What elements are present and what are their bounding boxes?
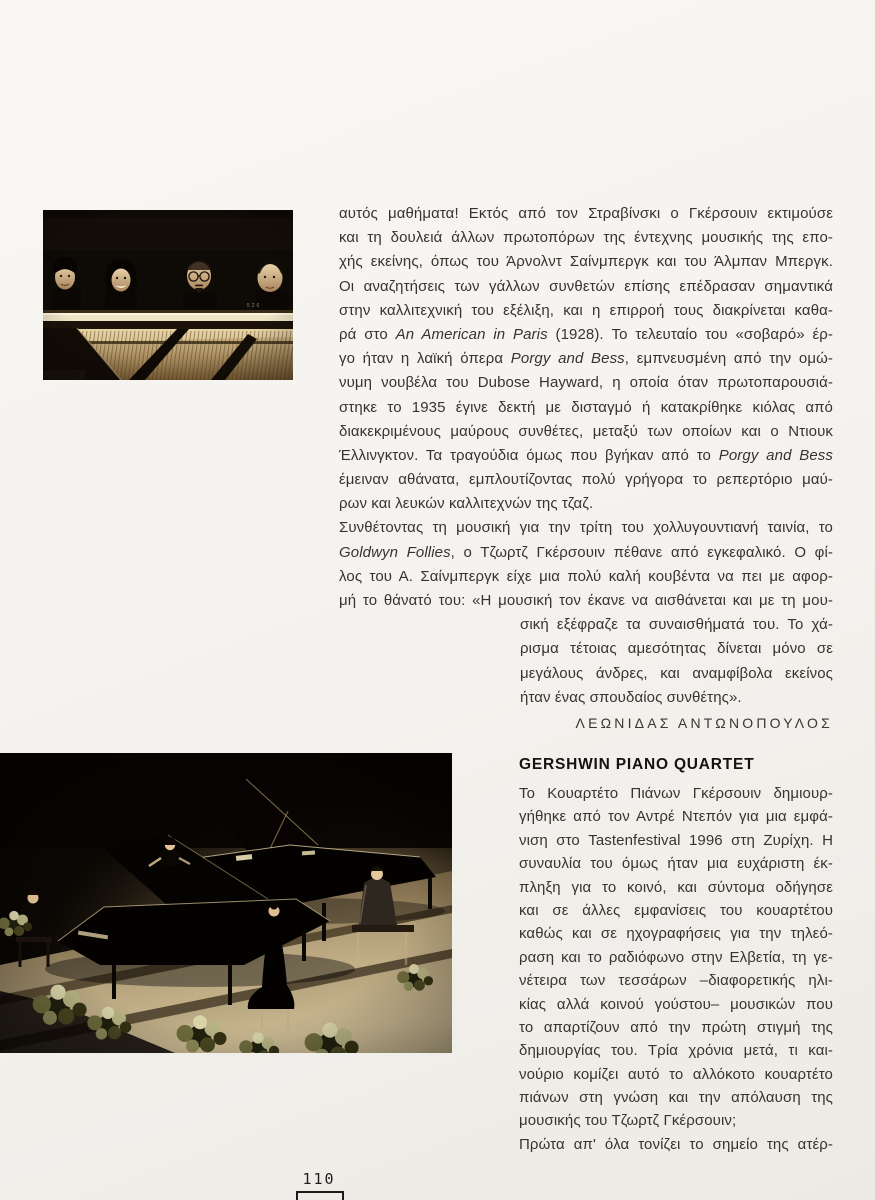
- text-line: Συνθέτοντας τη μουσική για την τρίτη του χολλυγουντιανή ταινία, το: [339, 519, 833, 537]
- page-number-box: [296, 1191, 344, 1200]
- text-line: ραση και το ραδιόφωνο στην Ελβετία, τη γε-: [519, 948, 833, 966]
- page-footer: [296, 1170, 342, 1188]
- photo-concert-stage: [0, 753, 452, 1053]
- text-line: πιάνων στη γνώση και την απόλαυση της: [519, 1089, 833, 1107]
- text-line: διακεκριμένους μαύρους συνθέτες, μεταξύ των οποίων και ο Ντιουκ: [339, 422, 833, 440]
- text-line: στην καλλιτεχνική του εξέλιξη, και η επιρροή τους διακρίνεται καθα-: [339, 301, 833, 319]
- text-line: κίας αλλά κοινού γούστου– μουσικών που: [519, 995, 833, 1013]
- text-line: αυτός μαθήματα! Εκτός από τον Στραβίνσκι ο Γκέρσουιν εκτιμούσε: [339, 205, 833, 222]
- text-line: πληξη για το κοινό, και σύντομα οδήγησε: [519, 878, 833, 896]
- quartet-portrait-illustration: [43, 210, 293, 380]
- paragraph-quote-continued: [520, 613, 833, 710]
- text-line: Πρώτα απ' όλα τονίζει το σημείο της ατέρ-: [519, 1135, 833, 1153]
- text-line: ρισμα τέτοιας αμεσότητας δίνεται μόνο σε: [520, 640, 833, 658]
- article-main-column: [339, 202, 833, 735]
- section-heading: GERSHWIN PIANO QUARTET: [519, 756, 755, 773]
- text-line: μουσικής του Τζωρτζ Γκέρσουιν;: [519, 1112, 737, 1130]
- text-line: δημιουργίας του. Τρία χρόνια μετά, τι και-: [519, 1042, 833, 1060]
- text-line: λος του Α. Σαίνμπεργκ είχε μια πολύ καλή κουβέντα να πει με αφορ-: [339, 567, 833, 585]
- text-line: Goldwyn Follies, ο Τζωρτζ Γκέρσουιν πέθανε από εγκεφαλικό. Ο φί-: [339, 543, 833, 561]
- text-line: νυμη νουβέλα του Dubose Hayward, η οποία όταν πρωτοπαρουσιά-: [339, 374, 833, 392]
- text-line: το απαρτίζουν από την πρώτη στιγμή της: [519, 1018, 833, 1036]
- page-number: 110: [302, 1170, 336, 1188]
- text-line: στηκε το 1935 έγινε δεκτή με δισταγμό ή κατακρίθηκε κιόλας από: [339, 398, 833, 416]
- text-line: σική εξέφραζε τα συναισθήματά του. Το χά-: [520, 616, 833, 634]
- text-line: και τη δουλειά άλλων πρωτοπόρων της έντεχνης μουσικής της επο-: [339, 229, 833, 247]
- text-line: γήθηκε από τον Αντρέ Ντεπόν για μια εμφά-: [519, 808, 833, 826]
- text-line: συναυλία του όμως ήταν μια ευχάριστη έκ-: [519, 855, 833, 873]
- text-line: νέτειρα των τεσσάρων –διαφορετικής ηλι-: [519, 972, 833, 990]
- text-line: έμειναν αθάνατα, εμπλουτίζοντας πολύ γρήγορα το ρεπερτόριο μαύ-: [339, 471, 833, 489]
- text-line: ρά στο An American in Paris (1928). Το τελευταίο του «σοβαρό» έρ-: [339, 325, 834, 343]
- text-line: Οι αναζητήσεις των γάλλων συνθετών επίσης επέδρασαν σημαντικά: [339, 277, 833, 295]
- quartet-section-text: [519, 782, 833, 1156]
- author-byline: ΛΕΩΝΙΔΑΣ ΑΝΤΩΝΟΠΟΥΛΟΣ: [575, 714, 833, 731]
- paragraph-gershwin-influences: [339, 202, 833, 516]
- concert-stage-illustration: [0, 753, 452, 1053]
- text-line: μή το θάνατό του: «Η μουσική τον έκανε να αισθάνεται και με τη μου-: [339, 592, 833, 609]
- text-line: Έλλινγκτον. Τα τραγούδια όμως που βγήκαν από το Porgy and Bess: [339, 446, 834, 464]
- text-line: γο ήταν η λαϊκή όπερα Porgy and Bess, εμπνευσμένη από την ομώ-: [339, 350, 834, 368]
- text-line: μεγάλους άνδρες, και αναμφίβολα εκείνος: [520, 664, 833, 682]
- text-line: ρων και λευκών καλλιτεχνών της τζαζ.: [339, 495, 594, 513]
- text-line: νιση στο Tastenfestival 1996 στη Ζυρίχη. Η: [519, 831, 833, 849]
- text-line: χής εκείνης, όπως του Άρνολντ Σαίνμπεργκ και του Άλμπαν Μπεργκ.: [339, 253, 833, 271]
- text-line: νούριο κομίζει αυτό το αλλόκοτο κουαρτέτο: [519, 1065, 833, 1083]
- paragraph-gershwin-death: [339, 516, 833, 613]
- photo-quartet-portrait: [43, 210, 293, 380]
- text-line: και σε άλλες εμφανίσεις του κουαρτέτου: [519, 901, 833, 919]
- text-line: ήταν ένας σπουδαίος συνθέτης».: [520, 688, 742, 706]
- text-line: καθώς και σε ηχογραφήσεις για την τηλεό-: [519, 925, 833, 943]
- text-line: Το Κουαρτέτο Πιάνων Γκέρσουιν δημιουρ-: [519, 785, 833, 802]
- quartet-section: [519, 755, 833, 1156]
